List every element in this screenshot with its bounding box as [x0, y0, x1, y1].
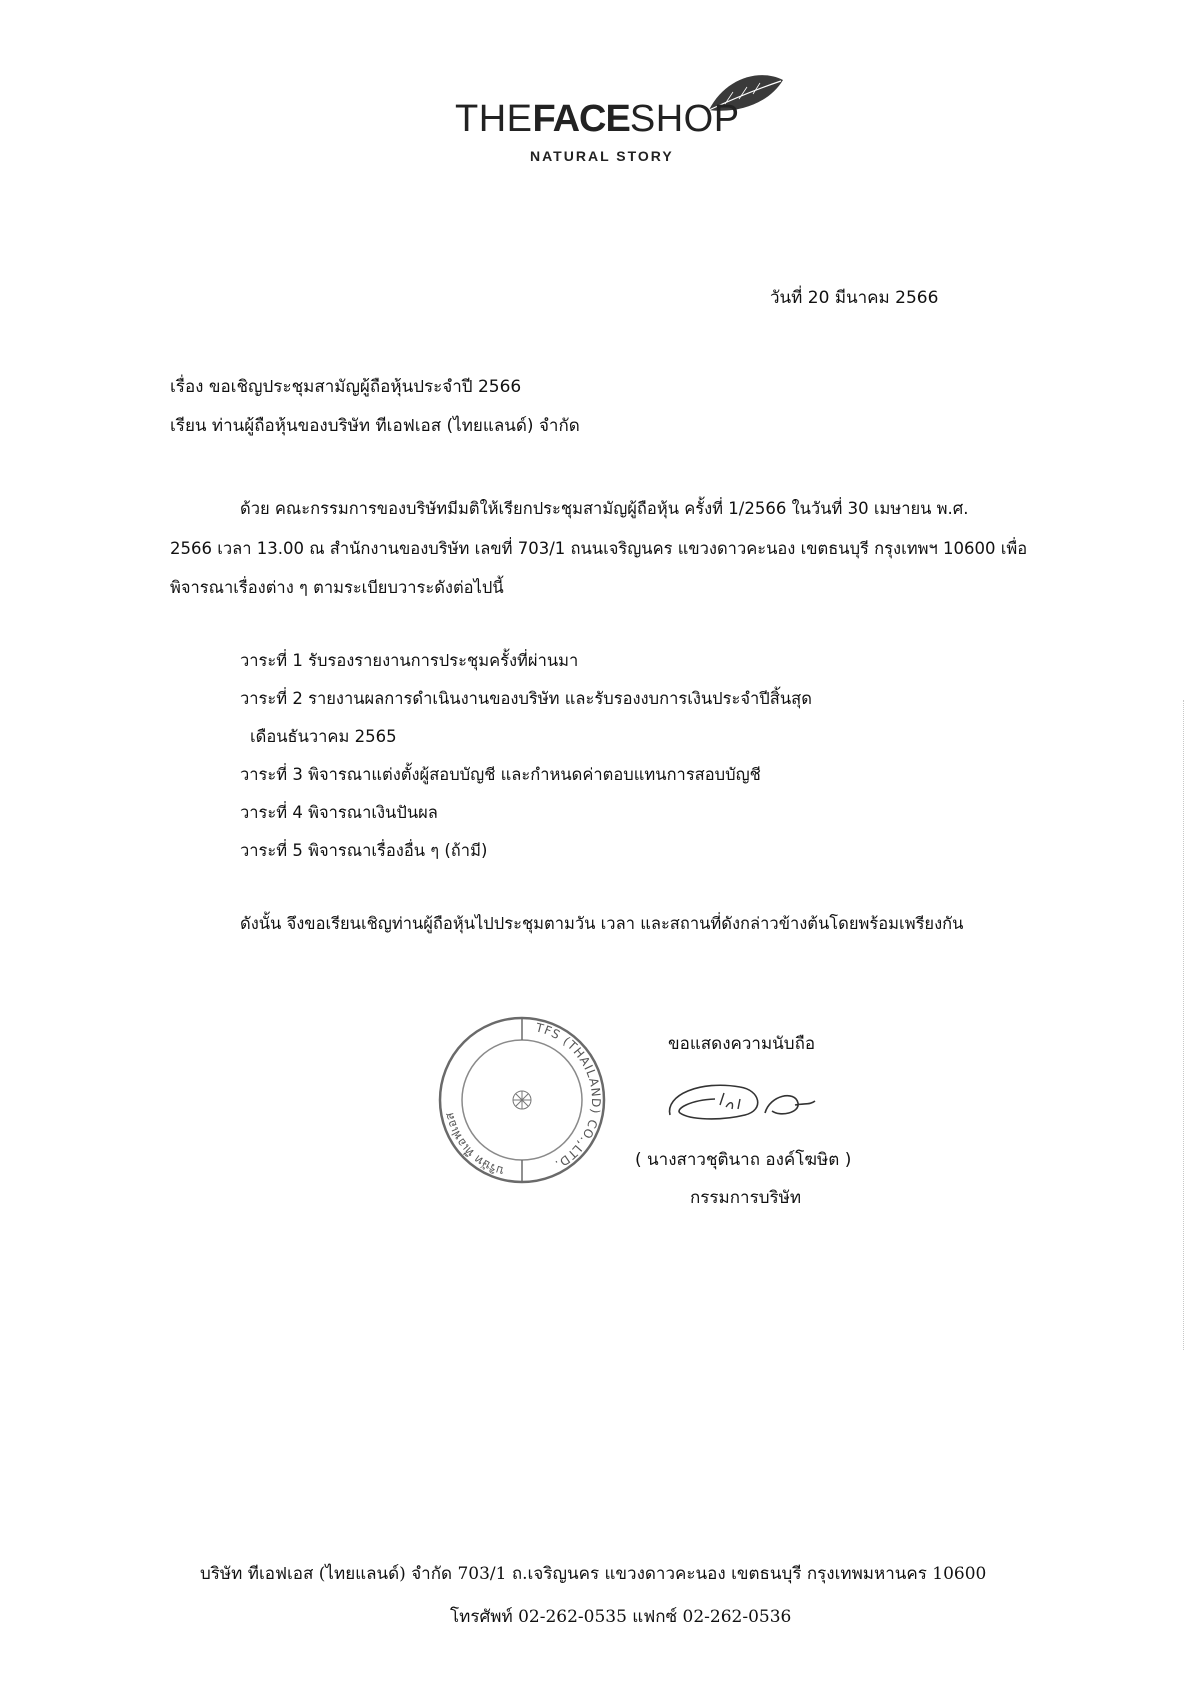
handwritten-signature	[660, 1075, 830, 1135]
letter-date: วันที่ 20 มีนาคม 2566	[770, 288, 939, 308]
brand-face: FACE	[532, 98, 630, 140]
brand-wordmark	[455, 100, 740, 138]
footer-address: บริษัท ทีเอฟเอส (ไทยแลนด์) จำกัด 703/1 ถ.เจริญนคร แขวงดาวคะนอง เขตธนบุรี กรุงเทพมหานคร 10600	[200, 1564, 987, 1584]
svg-text:TFS (THAILAND) CO.,LTD.	[533, 1020, 603, 1172]
company-logo	[440, 70, 800, 180]
brand-tagline: NATURAL STORY	[530, 148, 674, 164]
agenda-item-continued: เดือนธันวาคม 2565	[250, 727, 397, 746]
agenda-item: วาระที่ 4 พิจารณาเงินปันผล	[240, 803, 438, 822]
footer-phone: โทรศัพท์ 02-262-0535 แฟกซ์ 02-262-0536	[450, 1607, 792, 1627]
body-line: พิจารณาเรื่องต่าง ๆ ตามระเบียบวาระดังต่อไปนี้	[170, 578, 504, 597]
signer-title: กรรมการบริษัท	[690, 1188, 802, 1208]
agenda-item: วาระที่ 5 พิจารณาเรื่องอื่น ๆ (ถ้ามี)	[240, 841, 488, 860]
signer-name: ( นางสาวชุตินาถ องค์โฆษิต )	[635, 1150, 852, 1170]
seal-text-right: TFS (THAILAND) CO.,LTD.	[534, 1020, 604, 1173]
brand-shop: SHOP	[629, 98, 740, 140]
body-line: ด้วย คณะกรรมการของบริษัทมีมติให้เรียกประชุมสามัญผู้ถือหุ้น ครั้งที่ 1/2566 ในวันที่ 30 เมษายน พ.ศ.	[240, 499, 969, 518]
letter-closing: ดังนั้น จึงขอเรียนเชิญท่านผู้ถือหุ้นไปประชุมตามวัน เวลา และสถานที่ดังกล่าวข้างต้นโดยพร้อมเพรียงกัน	[240, 914, 964, 933]
scan-edge-artifact	[1183, 700, 1185, 1350]
agenda-item: วาระที่ 3 พิจารณาแต่งตั้งผู้สอบบัญชี และกำหนดค่าตอบแทนการสอบบัญชี	[240, 765, 761, 784]
letter-regards: ขอแสดงความนับถือ	[668, 1034, 816, 1054]
company-seal	[425, 1010, 620, 1190]
svg-text:บริษัท ทีเอฟเอส	[442, 1111, 505, 1179]
brand-the: THE	[455, 98, 533, 140]
letter-subject: เรื่อง ขอเชิญประชุมสามัญผู้ถือหุ้นประจำปี 2566	[170, 377, 522, 397]
body-line: 2566 เวลา 13.00 ณ สำนักงานของบริษัท เลขที่ 703/1 ถนนเจริญนคร แขวงดาวคะนอง เขตธนบุรี กรุงเทพฯ 10600 เพื่อ	[170, 539, 1028, 558]
agenda-item: วาระที่ 1 รับรองรายงานการประชุมครั้งที่ผ่านมา	[240, 651, 579, 670]
agenda-item: วาระที่ 2 รายงานผลการดำเนินงานของบริษัท และรับรองงบการเงินประจำปีสิ้นสุด	[240, 689, 812, 708]
seal-text-left: บริษัท ทีเอฟเอส	[442, 1111, 506, 1179]
letter-recipient: เรียน ท่านผู้ถือหุ้นของบริษัท ทีเอฟเอส (ไทยแลนด์) จำกัด	[170, 416, 580, 436]
